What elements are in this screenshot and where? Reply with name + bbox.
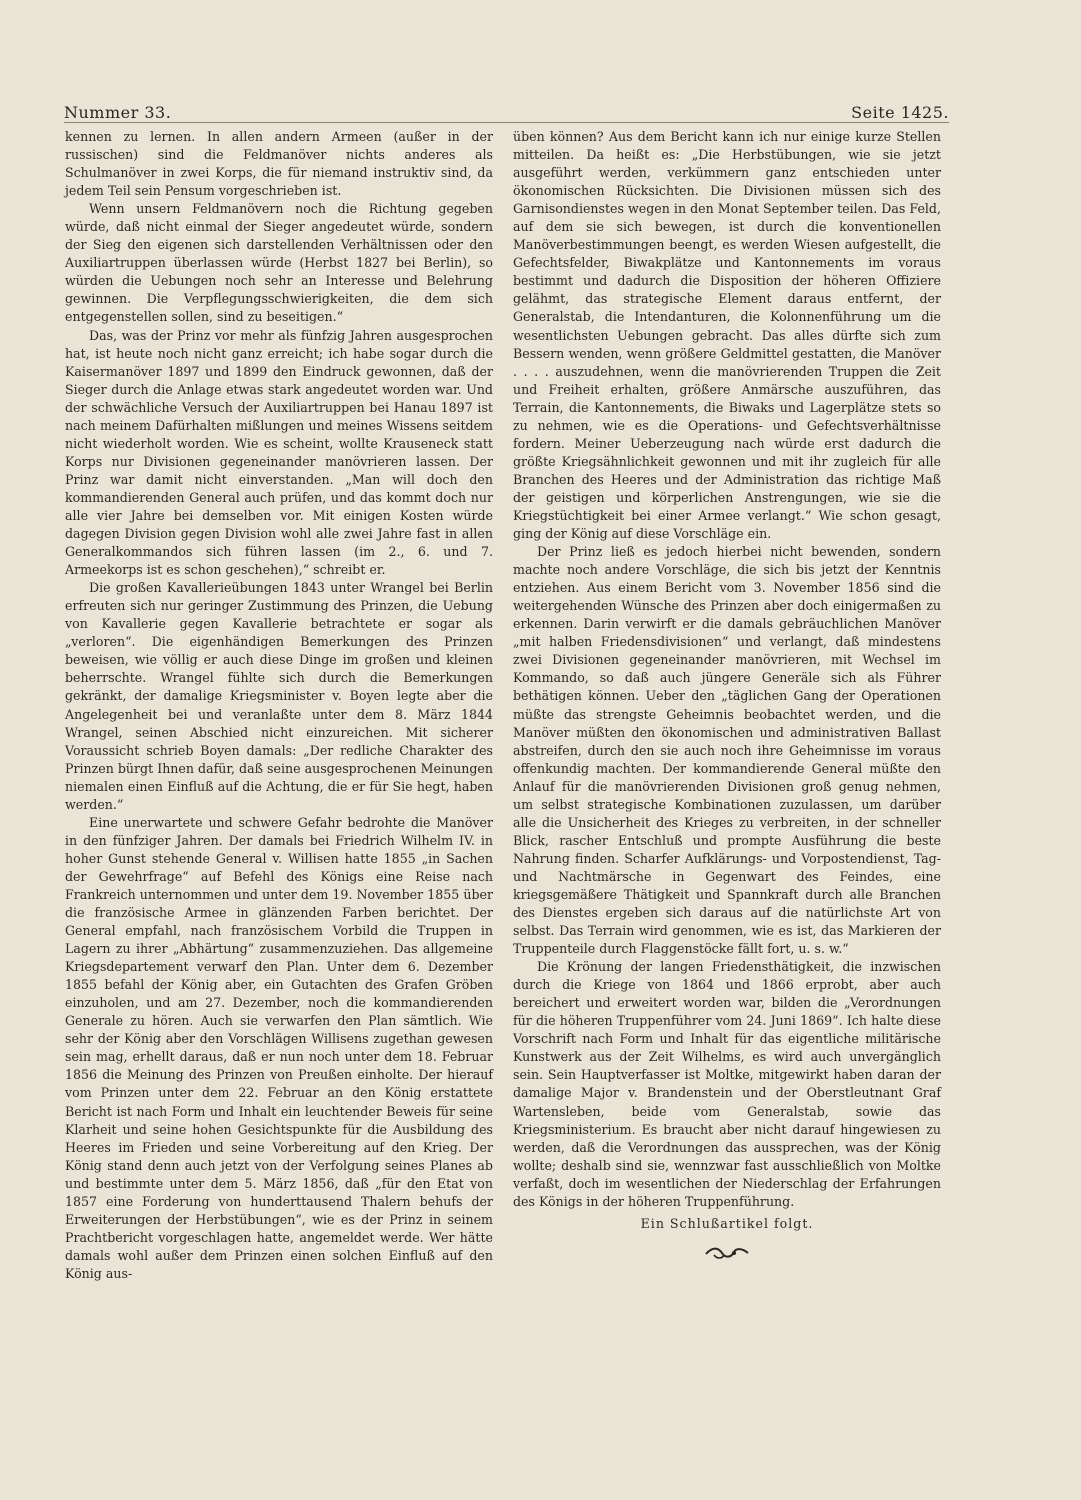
- paragraph: Das, was der Prinz vor mehr als fünfzig Jahren ausgesprochen hat, ist heute noch nicht ganz erreicht; ich habe sogar durch die Kaisermanöver 1897 und 1899 den Eindruck gewonnen, daß der Sieger durch die Anlage etwas stark angedeutet worden war. Und der schwächliche Versuch der Auxiliartruppen bei Hanau 1897 ist nach meinem Dafürhalten mißlungen und meines Wissens seitdem nicht wiederholt worden. Wie es scheint, wollte Krauseneck statt Korps nur Divisionen gegeneinander manövrieren lassen. Der Prinz war damit nicht einverstanden. „Man will doch den kommandierenden General auch prüfen, und das kommt doch nur alle vier Jahre bei demselben vor. Mit einigen Kosten würde dagegen Division gegen Division wohl alle zwei Jahre fast in allen Generalkommandos sich führen lassen (im 2., 6. und 7. Armeekorps ist es schon geschehen),“ schreibt er.: [65, 327, 493, 578]
- paragraph: Der Prinz ließ es jedoch hierbei nicht bewenden, sondern machte noch andere Vorschläge, die sich bis jetzt der Kenntnis entziehen. Aus einem Bericht vom 3. November 1856 sind die weitergehenden Wünsche des Prinzen aber doch einigermaßen zu erkennen. Darin verwirft er die damals gebräuchlichen Manöver „mit halben Friedensdivisionen“ und verlangt, daß mindestens zwei Divisionen gegeneinander manövrieren, mit Wechsel im Kommando, so daß auch jüngere Generäle sich als Führer bethätigen können. Ueber den „täglichen Gang der Operationen müßte das strengste Geheimnis beobachtet werden, und die Manöver müßten den ökonomischen und administrativen Ballast abstreifen, durch den sie auch noch ihre Geheimnisse im voraus offenkundig machten. Der kommandierende General müßte den Anlauf für die manövrierenden Divisionen groß genug nehmen, um selbst strategische Kombinationen zuzulassen, um darüber alle die Unsicherheit des Krieges zu verbreiten, in der schneller Blick, rascher Entschluß und prompte Ausführung die beste Nahrung finden. Scharfer Aufklärungs- und Vorpostendienst, Tag- und Nachtmärsche in Gegenwart des Feindes, eine kriegsgemäßere Thätigkeit und Spannkraft durch alle Branchen des Dienstes ergeben sich daraus auf die natürlichste Art von selbst. Das Terrain wird genommen, wie es ist, das Markieren der Truppenteile durch Flaggenstöcke fällt fort, u. s. w.“: [513, 544, 941, 957]
- paragraph: Die großen Kavallerieübungen 1843 unter Wrangel bei Berlin erfreuten sich nur geringer Zustimmung des Prinzen, die Uebung von Kavallerie gegen Kavallerie betrachtete er sogar als „verloren“. Die eigenhändigen Bemerkungen des Prinzen beweisen, wie völlig er auch diese Dinge im großen und kleinen beherrschte. Wrangel fühlte sich durch die Bemerkungen gekränkt, der damalige Kriegsminister v. Boyen legte aber die Angelegenheit bei und veranlaßte unter dem 8. März 1844 Wrangel, seinen Abschied nicht einzureichen. Mit sicherer Voraussicht schrieb Boyen damals: „Der redliche Charakter des Prinzen bürgt Ihnen dafür, daß seine ausgesprochenen Meinungen niemalen einen Einfluß auf die Achtung, die er für Sie hegt, haben werden.“: [65, 580, 493, 812]
- issue-number: Nummer 33.: [64, 103, 172, 122]
- paragraph: Wenn unsern Feldmanövern noch die Richtung gegeben würde, daß nicht einmal der Sieger angedeutet würde, sondern der Sieg den eigenen sich darstellenden Verhältnissen oder den Auxiliartruppen überlassen würde (Herbst 1827 bei Berlin), so würden die Uebungen noch sehr an Interesse und Belehrung gewinnen. Die Verpflegungsschwierigkeiten, die dem sich entgegenstellen sollen, sind zu beseitigen.“: [65, 201, 493, 325]
- page-header: [64, 96, 949, 123]
- paragraph: Eine unerwartete und schwere Gefahr bedrohte die Manöver in den fünfziger Jahren. Der damals bei Friedrich Wilhelm IV. in hoher Gunst stehende General v. Willisen hatte 1855 „in Sachen der Gewehrfrage“ auf Befehl des Königs eine Reise nach Frankreich unternommen und unter dem 19. November 1855 über die französische Armee in glänzenden Farben berichtet. Der General empfahl, nach französischem Vorbild die Truppen in Lagern zu ihrer „Abhärtung“ zusammenzuziehen. Das allgemeine Kriegsdepartement verwarf den Plan. Unter dem 6. Dezember 1855 befahl der König aber, ein Gutachten des Grafen Gröben einzuholen, und am 27. Dezember, noch die kommandierenden Generale zu hören. Auch sie verwarfen den Plan sämtlich. Wie sehr der König aber den Vorschlägen Willisens zugethan gewesen sein mag, erhellt daraus, daß er nun noch unter dem 18. Februar 1856 die Meinung des Prinzen von Preußen einholte. Der hierauf vom Prinzen unter dem 22. Februar an den König erstattete Bericht ist nach Form und Inhalt ein leuchtender Beweis für seine Klarheit und seine hohen Gesichtspunkte für die Ausbildung des Heeres im Frieden und seine Vorbereitung auf den Krieg. Der König stand denn auch jetzt von der Verfolgung seines Planes ab und bestimmte unter dem 5. März 1856, daß „für den Etat von 1857 eine Forderung von hunderttausend Thalern behufs der Erweiterungen der Herbstübungen“, wie es der Prinz in seinem Prachtbericht vorgeschlagen hatte, angemeldet werde. Wer hätte damals wohl außer dem Prinzen einen solchen Einfluß auf den König aus-: [65, 814, 493, 1281]
- right-column: [513, 128, 941, 1266]
- left-column: [65, 128, 493, 1283]
- page-number: Seite 1425.: [851, 103, 949, 122]
- paragraph: üben können? Aus dem Bericht kann ich nur einige kurze Stellen mitteilen. Da heißt es: „Die Herbstübungen, wie sie jetzt ausgeführt werden, verkümmern ganz entschieden unter ökonomischen Rücksichten. Die Divisionen müssen sich des Garnisondienstes wegen in den Monat September teilen. Das Feld, auf dem sie sich bewegen, ist durch die konventionellen Manöverbestimmungen beengt, es werden Wiesen aufgestellt, die Gefechtsfelder, Biwakplätze und Kantonnements im voraus bestimmt und dadurch die Disposition der höheren Offiziere gelähmt, das strategische Element daraus entfernt, der Generalstab, die Intendanturen, die Kolonnenführung um die wesentlichsten Uebungen gebracht. Das alles dürfte sich zum Bessern wenden, wenn größere Geldmittel gestatten, die Manöver . . . . auszudehnen, wenn die manövrierenden Truppen die Zeit und Freiheit erhalten, größere Anmärsche auszuführen, das Terrain, die Kantonnements, die Biwaks und Lagerplätze stets so zu nehmen, wie es die Operations- und Gefechtsverhältnisse fordern. Meiner Ueberzeugung nach würde erst dadurch die größte Kriegsähnlichkeit gewonnen und mit ihr zugleich für alle Branchen des Heeres und der Administration das richtige Maß der geistigen und körperlichen Anstrengungen, wie sie die Kriegstüchtigkeit bei einer Armee verlangt.“ Wie schon gesagt, ging der König auf diese Vorschläge ein.: [513, 129, 941, 542]
- fleuron-ornament-icon: [513, 1245, 941, 1266]
- paragraph: Die Krönung der langen Friedensthätigkeit, die inzwischen durch die Kriege von 1864 und 1866 erprobt, aber auch bereichert und erweitert worden war, bilden die „Verordnungen für die höheren Truppenführer vom 24. Juni 1869“. Ich halte diese Vorschrift nach Form und Inhalt für das eigentliche militärische Kunstwerk aus der Zeit Wilhelms, es wird auch unvergänglich sein. Sein Hauptverfasser ist Moltke, mitgewirkt haben daran der damalige Major v. Brandenstein und der Oberstleutnant Graf Wartensleben, beide vom Generalstab, sowie das Kriegsministerium. Es braucht aber nicht darauf hingewiesen zu werden, daß die Verordnungen das aussprechen, was der König wollte; deshalb sind sie, wennzwar fast ausschließlich von Moltke verfaßt, doch im wesentlichen der Niederschlag der Erfahrungen des Königs in der höheren Truppenführung.: [513, 959, 941, 1209]
- continuation-note: Ein Schlußartikel folgt.: [640, 1215, 814, 1231]
- paragraph: kennen zu lernen. In allen andern Armeen (außer in der russischen) sind die Feldmanöver nichts anderes als Schulmanöver in zwei Korps, die für niemand instruktiv sind, da jedem Teil sein Pensum vorgeschrieben ist.: [65, 129, 493, 199]
